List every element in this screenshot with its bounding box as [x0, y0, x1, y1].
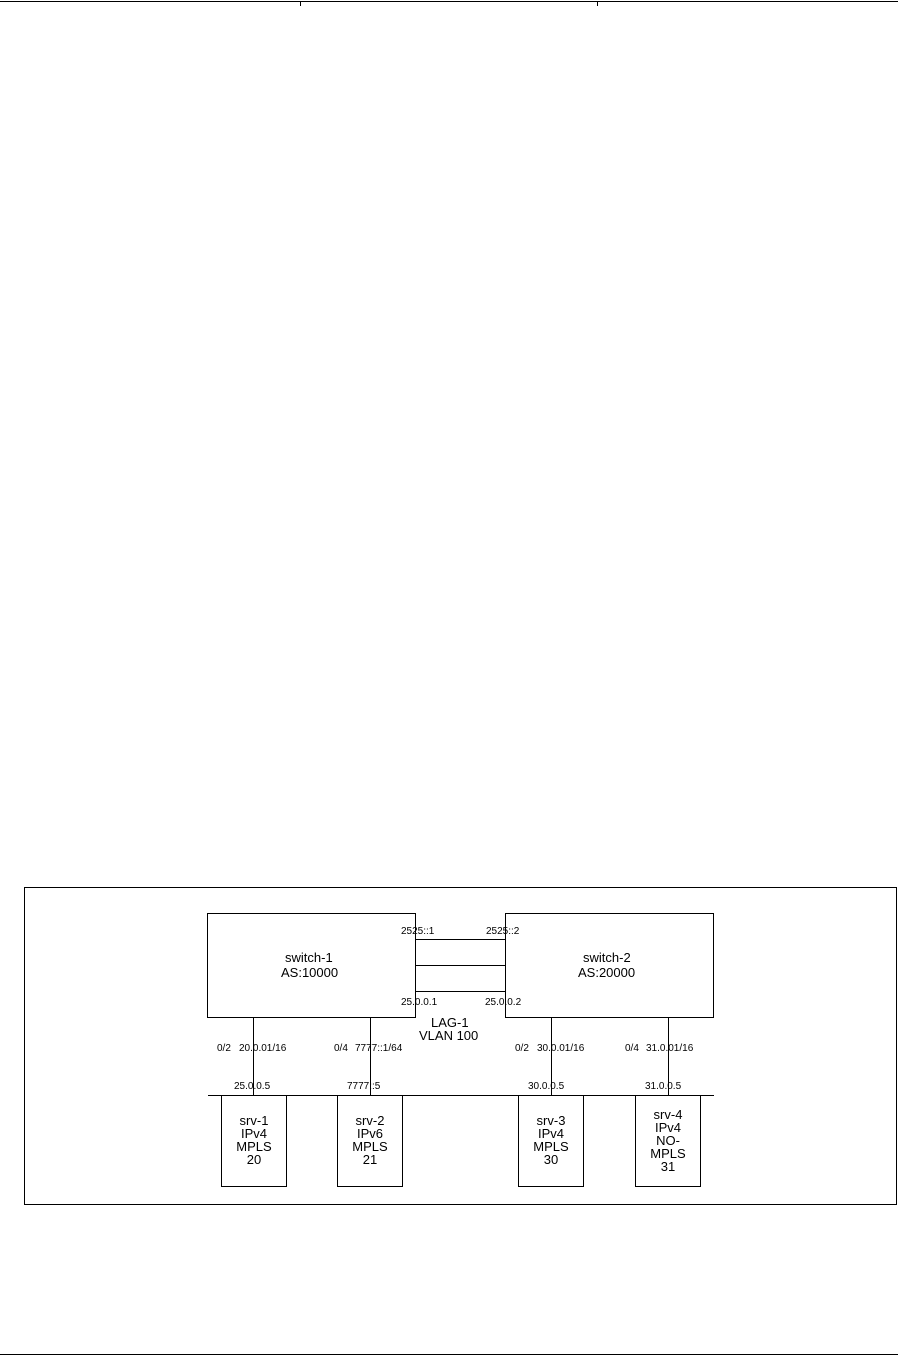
- port-label: 0/4: [334, 1043, 348, 1054]
- subnet-label: 7777::1/64: [355, 1043, 403, 1054]
- server-protocol: IPv4: [654, 1120, 681, 1135]
- srv-4-label: [635, 1108, 701, 1173]
- server-mpls-line1: NO-: [656, 1133, 680, 1148]
- port-label: 0/2: [217, 1043, 231, 1054]
- lag-link-line: [416, 939, 505, 940]
- page-bottom-rule: [0, 1354, 898, 1355]
- server-id: 30: [543, 1152, 559, 1167]
- server-ip-label: 25.0.0.5: [234, 1081, 271, 1092]
- server-ip-label: 7777::5: [347, 1081, 381, 1092]
- switch-2-name: switch-2: [583, 950, 631, 965]
- lag-link-line: [416, 965, 505, 966]
- srv-1-label: [221, 1114, 287, 1166]
- server-name: srv-2: [355, 1113, 385, 1128]
- link-ipv4-right: 25.0.0.2: [485, 997, 522, 1008]
- subnet-label: 20.0.01/16: [239, 1043, 287, 1054]
- server-name: srv-1: [239, 1113, 269, 1128]
- srv-2-label: [337, 1114, 403, 1166]
- link-ipv4-left: 25.0.0.1: [401, 997, 438, 1008]
- server-protocol: IPv4: [537, 1126, 564, 1141]
- switch-1-as: AS:10000: [281, 965, 339, 980]
- lag-link-line: [416, 991, 505, 992]
- server-id: 21: [362, 1152, 378, 1167]
- port-label: 0/4: [625, 1043, 639, 1054]
- top-rule-tick: [597, 1, 598, 6]
- vlan-label: VLAN 100: [419, 1028, 479, 1043]
- subnet-label: 30.0.01/16: [537, 1043, 585, 1054]
- page-top-rule: [0, 1, 898, 2]
- switch-1-name: switch-1: [285, 950, 333, 965]
- server-ip-label: 31.0.0.5: [645, 1081, 682, 1092]
- server-mpls-line2: MPLS: [650, 1146, 686, 1161]
- top-rule-tick: [300, 1, 301, 6]
- server-id: 31: [660, 1159, 676, 1174]
- link-ipv6-left: 2525::1: [401, 926, 435, 937]
- lag-label: LAG-1: [431, 1015, 469, 1030]
- link-ipv6-right: 2525::2: [486, 926, 520, 937]
- server-name: srv-4: [653, 1107, 683, 1122]
- server-mpls: MPLS: [352, 1139, 388, 1154]
- srv-3-label: [518, 1114, 584, 1166]
- port-label: 0/2: [515, 1043, 529, 1054]
- subnet-label: 31.0.01/16: [646, 1043, 694, 1054]
- server-protocol: IPv6: [356, 1126, 383, 1141]
- server-mpls: MPLS: [533, 1139, 569, 1154]
- diagram-frame: [24, 887, 897, 1205]
- server-id: 20: [246, 1152, 262, 1167]
- switch-2-as: AS:20000: [578, 965, 636, 980]
- server-protocol: IPv4: [240, 1126, 267, 1141]
- server-name: srv-3: [536, 1113, 566, 1128]
- server-mpls: MPLS: [236, 1139, 272, 1154]
- server-ip-label: 30.0.0.5: [528, 1081, 565, 1092]
